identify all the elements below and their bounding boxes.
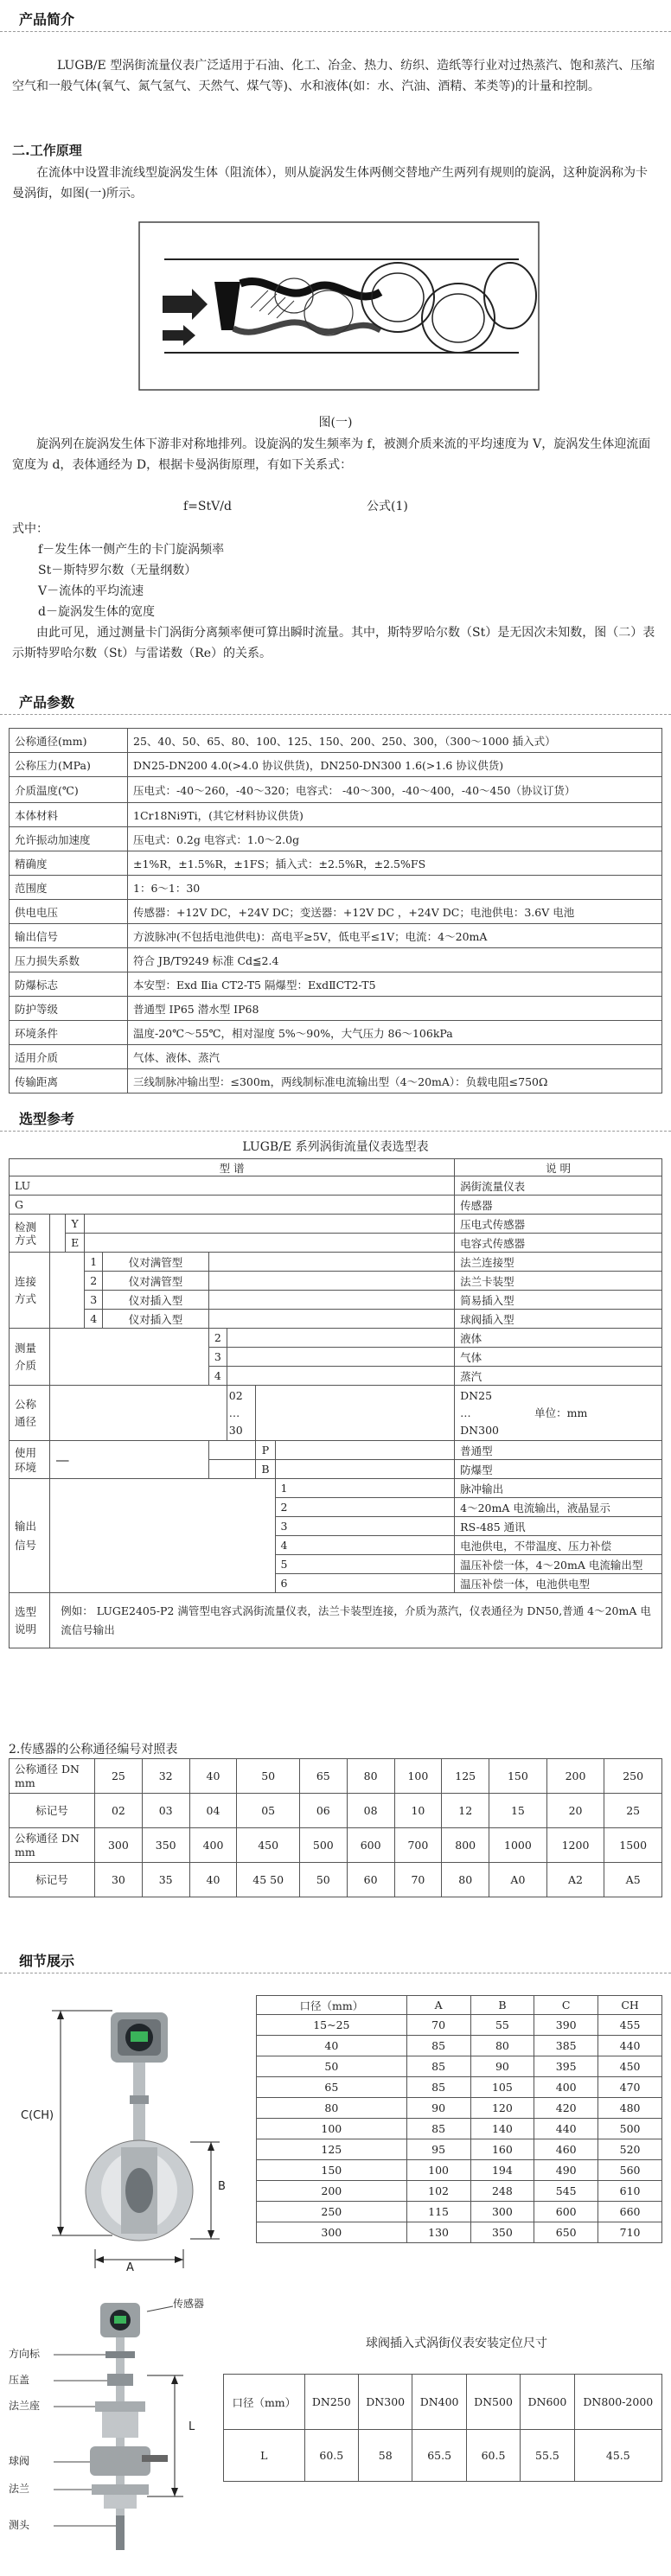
param-name: 防爆标志 — [10, 972, 128, 997]
dims-cell: 350 — [470, 2222, 534, 2243]
params-row — [10, 876, 662, 900]
code-medium-3: 3 — [208, 1348, 227, 1367]
ball-header-cell: DN400 — [412, 2375, 466, 2430]
dn-value: 125 — [442, 1759, 489, 1794]
desc-output-1: 脉冲输出 — [455, 1479, 662, 1498]
dims-cell: 490 — [534, 2160, 598, 2181]
param-name: 供电电压 — [10, 900, 128, 924]
dims-row — [257, 2119, 662, 2139]
principle-paragraph-1: 在流体中设置非流线型旋涡发生体（阻流体），则从旋涡发生体两侧交替地产生两列有规则的旋涡，这种旋涡称为卡曼涡街，如图(一)所示。 — [12, 166, 648, 201]
params-row — [10, 777, 662, 803]
param-value: 1：6～1：30 — [128, 876, 662, 900]
dims-cell: 65 — [257, 2077, 407, 2098]
params-table — [9, 728, 662, 1094]
code-value: A2 — [546, 1863, 604, 1897]
dims-row — [257, 2202, 662, 2222]
code-value: 05 — [237, 1794, 300, 1828]
param-value: 压电式：-40～260，-40～320；电容式： -40～300，-40～400，-40～450（协议订货） — [128, 777, 662, 803]
section-divider — [0, 714, 671, 715]
definition-st: St－斯特罗尔数（无量纲数） — [38, 564, 197, 577]
code-lu: LU — [10, 1176, 455, 1196]
dims-cell: 85 — [406, 2119, 470, 2139]
dn-value: 150 — [489, 1759, 547, 1794]
params-row — [10, 997, 662, 1021]
code-value: 02 — [95, 1794, 143, 1828]
desc-medium-3: 气体 — [455, 1348, 662, 1367]
ball-header-row — [224, 2375, 662, 2430]
param-name: 输出信号 — [10, 924, 128, 948]
dims-row — [257, 2015, 662, 2036]
env-dash: — — [50, 1441, 209, 1479]
label-detect: 检测方式 — [10, 1215, 50, 1253]
code-output-2: 2 — [275, 1498, 455, 1517]
params-row — [10, 827, 662, 851]
dn-value: 65 — [299, 1759, 347, 1794]
code-value: 70 — [394, 1863, 442, 1897]
dims-cell: 560 — [598, 2160, 662, 2181]
params-row — [10, 948, 662, 972]
diameter-code-title: 2.传感器的公称通径编号对照表 — [9, 1743, 178, 1757]
label-example: 选型说明 — [10, 1593, 50, 1648]
dims-cell: 600 — [534, 2202, 598, 2222]
desc-medium-4: 蒸汽 — [455, 1367, 662, 1386]
param-value: 温度-20℃～55℃，相对湿度 5%～90%，大气压力 86～106kPa — [128, 1021, 662, 1045]
dims-cell: 80 — [470, 2036, 534, 2056]
code-medium-2: 2 — [208, 1329, 227, 1348]
label-output: 输出信号 — [10, 1479, 50, 1593]
dims-cell: 105 — [470, 2077, 534, 2098]
ball-header-cell: DN500 — [466, 2375, 520, 2430]
params-row — [10, 1069, 662, 1094]
dims-header-cell: C — [534, 1996, 598, 2015]
dims-cell: 80 — [257, 2098, 407, 2119]
desc-diameter-dn300: DN300 — [460, 1423, 499, 1437]
dims-cell: 15~25 — [257, 2015, 407, 2036]
dims-cell: 100 — [406, 2160, 470, 2181]
param-value: ±1%R，±1.5%R，±1FS；插入式：±2.5%R，±2.5%FS — [128, 851, 662, 876]
param-name: 允许振动加速度 — [10, 827, 128, 851]
dn-value: 25 — [95, 1759, 143, 1794]
dims-cell: 420 — [534, 2098, 598, 2119]
code-output-5: 5 — [275, 1555, 455, 1574]
code-row — [10, 1794, 662, 1828]
dn-value: 40 — [189, 1759, 237, 1794]
header-spec: 型 谱 — [10, 1159, 455, 1176]
dims-row — [257, 2139, 662, 2160]
ball-header-label: 口径（mm） — [224, 2375, 305, 2430]
code-diameter-ellipsis: … — [228, 1406, 240, 1419]
dn-value: 350 — [142, 1828, 189, 1863]
section-title-intro: 产品简介 — [19, 11, 75, 28]
code-value: 50 — [299, 1863, 347, 1897]
dims-cell: 140 — [470, 2119, 534, 2139]
ball-value-cell: 60.5 — [304, 2430, 358, 2482]
dims-row — [257, 2036, 662, 2056]
intro-paragraph: LUGB/E 型涡街流量仪表广泛适用于石油、化工、冶金、热力、纺织、造纸等行业对过热蒸汽、饱和蒸汽、压缩空气和一般气体(氧气、氮气氢气、天然气、煤气等)、水和液体(如：水、汽油、酒精、苯类等)的计量和控制。 — [12, 59, 655, 93]
ball-row-label: L — [224, 2430, 305, 2482]
ball-header-cell: DN800-2000 — [574, 2375, 661, 2430]
dn-row — [10, 1828, 662, 1863]
ball-value-row — [224, 2430, 662, 2482]
dims-row — [257, 2056, 662, 2077]
desc-connect-4: 球阀插入型 — [455, 1310, 662, 1329]
dim-label-a: A — [126, 2261, 134, 2274]
l-label: L — [189, 2420, 195, 2433]
params-row — [10, 803, 662, 827]
dims-cell: 545 — [534, 2181, 598, 2202]
dims-cell: 300 — [470, 2202, 534, 2222]
dn-value: 450 — [237, 1828, 300, 1863]
desc-lu: 涡街流量仪表 — [455, 1176, 662, 1196]
code-value: 08 — [347, 1794, 394, 1828]
dn-value: 800 — [442, 1828, 489, 1863]
label-connect: 连接方式 — [10, 1253, 50, 1329]
code-value: 06 — [299, 1794, 347, 1828]
param-value: 传感器：+12V DC，+24V DC；变送器：+12V DC ，+24V DC；电池供电：3.6V 电池 — [128, 900, 662, 924]
dims-cell: 200 — [257, 2181, 407, 2202]
dn-value: 1200 — [546, 1828, 604, 1863]
dn-label — [10, 1759, 95, 1794]
part-gland: 压盖 — [9, 2374, 30, 2386]
desc-connect-3: 简易插入型 — [455, 1291, 662, 1310]
dims-cell: 102 — [406, 2181, 470, 2202]
dims-cell: 50 — [257, 2056, 407, 2077]
figure-caption: 图(一) — [318, 416, 353, 430]
params-row — [10, 851, 662, 876]
desc-output-4: 电池供电，不带温度、压力补偿 — [455, 1536, 662, 1555]
dim-label-c: C(CH) — [21, 2109, 54, 2122]
params-row — [10, 900, 662, 924]
desc-output-6: 温压补偿一体，电池供电型 — [455, 1574, 662, 1593]
code-label: 标记号 — [10, 1863, 95, 1897]
ball-header-cell: DN600 — [521, 2375, 574, 2430]
desc-e: 电容式传感器 — [455, 1234, 662, 1253]
dn-value: 600 — [347, 1828, 394, 1863]
ball-value-cell: 55.5 — [521, 2430, 574, 2482]
dn-value: 300 — [95, 1828, 143, 1863]
code-diameter-02: 02 — [228, 1388, 243, 1402]
code-value: 60 — [347, 1863, 394, 1897]
ball-valve-insertion-figure — [52, 2299, 190, 2559]
part-ball-valve: 球阀 — [9, 2455, 30, 2467]
dims-cell: 650 — [534, 2222, 598, 2243]
dn-value: 100 — [394, 1759, 442, 1794]
dims-header-row — [257, 1996, 662, 2015]
type-connect-2: 仪对满管型 — [103, 1272, 209, 1291]
dn-value: 250 — [604, 1759, 662, 1794]
param-value: 三线制脉冲输出型：≤300m，两线制标准电流输出型（4～20mA）：负载电阻≤750Ω — [128, 1069, 662, 1094]
dims-row — [257, 2098, 662, 2119]
dn-row — [10, 1759, 662, 1794]
param-value: 方波脉冲(不包括电池供电)：高电平≥5V，低电平≤1V；电流：4～20mA — [128, 924, 662, 948]
dims-cell: 90 — [470, 2056, 534, 2077]
code-value: 25 — [604, 1794, 662, 1828]
dims-cell: 40 — [257, 2036, 407, 2056]
code-value: 45 50 — [237, 1863, 300, 1897]
code-value: 15 — [489, 1794, 547, 1828]
unit-label: 单位：mm — [534, 1406, 588, 1419]
dims-cell: 385 — [534, 2036, 598, 2056]
param-value: 普通型 IP65 潜水型 IP68 — [128, 997, 662, 1021]
type-connect-4: 仪对插入型 — [103, 1310, 209, 1329]
code-connect-4: 4 — [85, 1310, 103, 1329]
desc-g: 传感器 — [455, 1196, 662, 1215]
code-row — [10, 1863, 662, 1897]
desc-env-p: 普通型 — [455, 1441, 662, 1460]
code-value: 35 — [142, 1863, 189, 1897]
code-value: 10 — [394, 1794, 442, 1828]
diameter-code-table — [9, 1758, 662, 1897]
section-title-params: 产品参数 — [19, 694, 75, 711]
dims-cell: 125 — [257, 2139, 407, 2160]
dn-label-text: 公称通径 DN — [15, 1831, 80, 1845]
code-value: 03 — [142, 1794, 189, 1828]
desc-connect-2: 法兰卡装型 — [455, 1272, 662, 1291]
params-row — [10, 972, 662, 997]
ball-value-cell: 45.5 — [574, 2430, 661, 2482]
param-name: 精确度 — [10, 851, 128, 876]
param-name: 范围度 — [10, 876, 128, 900]
param-value: 本安型：Exd Ⅱia CT2-T5 隔爆型：ExdⅡCT2-T5 — [128, 972, 662, 997]
code-value: 40 — [189, 1863, 237, 1897]
ball-value-cell: 65.5 — [412, 2430, 466, 2482]
param-name: 本体材料 — [10, 803, 128, 827]
param-name: 环境条件 — [10, 1021, 128, 1045]
dims-row — [257, 2160, 662, 2181]
code-value: 12 — [442, 1794, 489, 1828]
where-label: 式中： — [12, 522, 48, 536]
section-divider — [0, 31, 671, 32]
dims-cell: 120 — [470, 2098, 534, 2119]
code-connect-1: 1 — [85, 1253, 103, 1272]
code-value: A5 — [604, 1863, 662, 1897]
code-y: Y — [66, 1215, 85, 1234]
dn-value: 200 — [546, 1759, 604, 1794]
code-output-6: 6 — [275, 1574, 455, 1593]
dims-cell: 395 — [534, 2056, 598, 2077]
code-output-4: 4 — [275, 1536, 455, 1555]
code-diameter-30: 30 — [228, 1423, 243, 1437]
dims-cell: 660 — [598, 2202, 662, 2222]
dims-cell: 520 — [598, 2139, 662, 2160]
param-value: DN25-DN200 4.0(>4.0 协议供货)，DN250-DN300 1.6(>1.6 协议供货) — [128, 753, 662, 777]
dn-value: 1000 — [489, 1828, 547, 1863]
params-row — [10, 1045, 662, 1069]
params-row — [10, 729, 662, 753]
dims-cell: 500 — [598, 2119, 662, 2139]
dims-cell: 160 — [470, 2139, 534, 2160]
code-value: 04 — [189, 1794, 237, 1828]
param-name: 公称压力(MPa) — [10, 753, 128, 777]
dims-cell: 248 — [470, 2181, 534, 2202]
code-output-1: 1 — [275, 1479, 455, 1498]
code-output-3: 3 — [275, 1517, 455, 1536]
selection-table — [9, 1158, 662, 1648]
principle-paragraph-3: 由此可见，通过测量卡门涡街分离频率便可算出瞬时流量。其中，斯特罗哈尔数（St）是无因次未知数，图（二）表示斯特罗哈尔数（St）与雷诺数（Re）的关系。 — [12, 626, 655, 660]
desc-connect-1: 法兰连接型 — [455, 1253, 662, 1272]
code-value: 20 — [546, 1794, 604, 1828]
dims-cell: 455 — [598, 2015, 662, 2036]
dims-cell: 460 — [534, 2139, 598, 2160]
desc-output-2: 4～20mA 电流输出，液晶显示 — [455, 1498, 662, 1517]
dims-cell: 85 — [406, 2077, 470, 2098]
formula-label: 公式(1) — [367, 500, 408, 513]
section-divider — [0, 1131, 671, 1132]
type-connect-3: 仪对插入型 — [103, 1291, 209, 1310]
principle-title: 二.工作原理 — [12, 143, 82, 158]
mm-label-text: mm — [15, 1845, 35, 1859]
section-title-selection: 选型参考 — [19, 1111, 75, 1127]
dims-row — [257, 2181, 662, 2202]
dims-cell: 710 — [598, 2222, 662, 2243]
param-name: 压力损失系数 — [10, 948, 128, 972]
desc-diameter-ellipsis: … — [460, 1406, 471, 1419]
definition-d: d－旋涡发生体的宽度 — [38, 605, 155, 619]
definition-f: f－发生体一侧产生的卡门旋涡频率 — [38, 543, 225, 557]
part-direction-mark: 方向标 — [9, 2348, 41, 2360]
dims-cell: 130 — [406, 2222, 470, 2243]
karman-vortex-figure — [138, 221, 540, 391]
desc-y: 压电式传感器 — [455, 1215, 662, 1234]
dn-value: 400 — [189, 1828, 237, 1863]
ball-valve-title: 球阀插入式涡街仪表安装定位尺寸 — [366, 2337, 547, 2350]
formula: f=StV/d — [183, 500, 232, 513]
ball-value-cell: 58 — [359, 2430, 412, 2482]
dn-value: 50 — [237, 1759, 300, 1794]
dimensions-table — [256, 1995, 662, 2243]
dims-header-cell: A — [406, 1996, 470, 2015]
part-flange: 法兰 — [9, 2483, 30, 2495]
dims-header-cell: 口径（mm） — [257, 1996, 407, 2015]
dims-header-cell: CH — [598, 1996, 662, 2015]
params-row — [10, 1021, 662, 1045]
code-label: 标记号 — [10, 1794, 95, 1828]
dims-cell: 610 — [598, 2181, 662, 2202]
params-row — [10, 753, 662, 777]
dims-cell: 450 — [598, 2056, 662, 2077]
section-title-details: 细节展示 — [19, 1953, 75, 1969]
param-name: 适用介质 — [10, 1045, 128, 1069]
params-row — [10, 924, 662, 948]
dims-cell: 85 — [406, 2056, 470, 2077]
param-name: 防护等级 — [10, 997, 128, 1021]
dn-value: 80 — [347, 1759, 394, 1794]
param-name: 传输距离 — [10, 1069, 128, 1094]
code-g: G — [10, 1196, 455, 1215]
code-medium-4: 4 — [208, 1367, 227, 1386]
param-value: 符合 JB/T9249 标准 Cd≦2.4 — [128, 948, 662, 972]
ball-header-cell: DN250 — [304, 2375, 358, 2430]
type-connect-1: 仪对满管型 — [103, 1253, 209, 1272]
dims-cell: 100 — [257, 2119, 407, 2139]
label-env: 使用环境 — [10, 1441, 50, 1479]
code-value: 80 — [442, 1863, 489, 1897]
dims-cell: 70 — [406, 2015, 470, 2036]
ball-value-cell: 60.5 — [466, 2430, 520, 2482]
desc-output-5: 温压补偿一体，4～20mA 电流输出型 — [455, 1555, 662, 1574]
header-desc: 说 明 — [455, 1159, 662, 1176]
code-env-p: P — [256, 1441, 275, 1460]
code-value: A0 — [489, 1863, 547, 1897]
dn-label — [10, 1828, 95, 1863]
dims-cell: 440 — [598, 2036, 662, 2056]
code-env-b: B — [256, 1460, 275, 1479]
code-e: E — [66, 1234, 85, 1253]
dims-cell: 115 — [406, 2202, 470, 2222]
desc-output-3: RS-485 通讯 — [455, 1517, 662, 1536]
dn-label-text: 公称通径 DN — [15, 1762, 80, 1776]
param-name: 公称通径(mm) — [10, 729, 128, 753]
label-diameter: 公称通径 — [10, 1386, 50, 1441]
selection-table-title: LUGB/E 系列涡街流量仪表选型表 — [242, 1140, 429, 1154]
part-sensor: 传感器 — [173, 2298, 205, 2310]
dims-cell: 400 — [534, 2077, 598, 2098]
dims-header-cell: B — [470, 1996, 534, 2015]
definition-v: V－流体的平均流速 — [38, 584, 144, 598]
dim-label-b: B — [218, 2180, 226, 2193]
dims-cell: 150 — [257, 2160, 407, 2181]
dims-cell: 95 — [406, 2139, 470, 2160]
dn-value: 700 — [394, 1828, 442, 1863]
part-flange-seat: 法兰座 — [9, 2400, 41, 2412]
dims-cell: 470 — [598, 2077, 662, 2098]
dims-cell: 390 — [534, 2015, 598, 2036]
ball-valve-table — [223, 2374, 662, 2482]
dims-cell: 85 — [406, 2036, 470, 2056]
code-value: 30 — [95, 1863, 143, 1897]
dims-cell: 55 — [470, 2015, 534, 2036]
desc-medium-2: 液体 — [455, 1329, 662, 1348]
desc-diameter-dn25: DN25 — [460, 1388, 493, 1402]
param-value: 气体、液体、蒸汽 — [128, 1045, 662, 1069]
dims-row — [257, 2077, 662, 2098]
principle-paragraph-2: 旋涡列在旋涡发生体下游非对称地排列。设旋涡的发生频率为 f，被测介质来流的平均速度为 V，旋涡发生体迎流面宽度为 d，表体通经为 D，根据卡曼涡街原理，有如下关系式： — [12, 437, 651, 472]
dn-value: 32 — [142, 1759, 189, 1794]
dims-cell: 250 — [257, 2202, 407, 2222]
dims-row — [257, 2222, 662, 2243]
flowmeter-dimension-drawing — [17, 1999, 247, 2275]
param-value: 25、40、50、65、80、100、125、150、200、250、300，（300～1000 插入式） — [128, 729, 662, 753]
param-value: 1Cr18Ni9Ti，(其它材料协议供货) — [128, 803, 662, 827]
dims-cell: 440 — [534, 2119, 598, 2139]
dn-value: 500 — [299, 1828, 347, 1863]
dims-cell: 194 — [470, 2160, 534, 2181]
part-probe: 测头 — [9, 2519, 30, 2531]
example-text: 例如： LUGE2405-P2 满管型电容式涡街流量仪表，法兰卡装型连接，介质为蒸汽，仪表通径为 DN50,普通 4～20mA 电流信号输出 — [50, 1593, 662, 1648]
ball-header-cell: DN300 — [359, 2375, 412, 2430]
dims-cell: 300 — [257, 2222, 407, 2243]
param-value: 压电式：0.2g 电容式：1.0～2.0g — [128, 827, 662, 851]
desc-env-b: 防爆型 — [455, 1460, 662, 1479]
param-name: 介质温度(℃) — [10, 777, 128, 803]
code-connect-2: 2 — [85, 1272, 103, 1291]
dims-cell: 480 — [598, 2098, 662, 2119]
label-medium: 测量介质 — [10, 1329, 50, 1386]
mm-label-text: mm — [15, 1776, 35, 1789]
code-connect-3: 3 — [85, 1291, 103, 1310]
dims-cell: 90 — [406, 2098, 470, 2119]
dn-value: 1500 — [604, 1828, 662, 1863]
